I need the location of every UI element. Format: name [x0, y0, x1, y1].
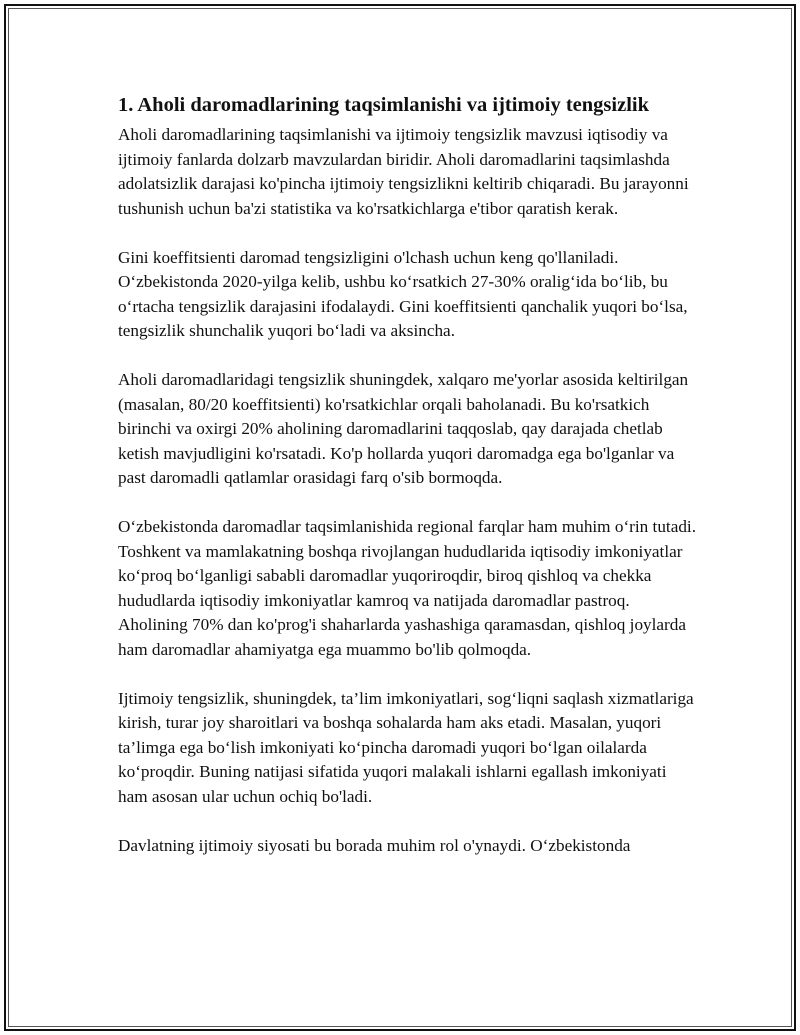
- paragraph-intro: Aholi daromadlarining taqsimlanishi va ijtimoiy tengsizlik mavzusi iqtisodiy va ijtimoiy fanlarda dolzarb mavzulardan biridir. Aholi daromadlarini taqsimlashda adolatsizlik darajasi ko'pincha ijtimoiy tengsizlikni keltirib chiqaradi. Bu jarayonni tushunish uchun ba'zi statistika va ko'rsatkichlarga e'tibor qaratish kerak.: [118, 125, 689, 218]
- paragraph-social-inequality: Ijtimoiy tengsizlik, shuningdek, ta’lim imkoniyatlari, sog‘liqni saqlash xizmatlariga kirish, turar joy sharoitlari va boshqa sohalarda ham aks etadi. Masalan, yuqori ta’limga ega bo‘lish imkoniyati ko‘pincha daromadi yuqori bo‘lgan oilalarda ko‘proqdir. Buning natijasi sifatida yuqori malakali ishlarni egallash imkoniyati ham asosan ular uchun ochiq bo'ladi.: [118, 688, 694, 806]
- section-heading: 1. Aholi daromadlarining taqsimlanishi va ijtimoiy tengsizlik: [118, 94, 649, 116]
- paragraph-state-policy: Davlatning ijtimoiy siyosati bu borada muhim rol o'ynaydi. O‘zbekistonda: [118, 835, 631, 855]
- document-body: [118, 90, 700, 883]
- paragraph-80-20: Aholi daromadlaridagi tengsizlik shuningdek, xalqaro me'yorlar asosida keltirilgan (masalan, 80/20 koeffitsienti) ko'rsatkichlar orqali baholanadi. Bu ko'rsatkich birinchi va oxirgi 20% aholining daromadlarini taqqoslab, qay darajada chetlab ketish mavjudligini ko'rsatadi. Ko'p hollarda yuqori daromadga ega bo'lganlar va past daromadli qatlamlar orasidagi farq o'sib bormoqda.: [118, 370, 689, 487]
- paragraph-gini: Gini koeffitsienti daromad tengsizligini o'lchash uchun keng qo'llaniladi. O‘zbekistonda 2020-yilga kelib, ushbu ko‘rsatkich 27-30% oralig‘ida bo‘lib, bu o‘rtacha tengsizlik darajasini ifodalaydi. Gini koeffitsienti qanchalik yuqori bo‘lsa, tengsizlik shunchalik yuqori bo‘ladi va aksincha.: [118, 247, 688, 340]
- paragraph-regional: O‘zbekistonda daromadlar taqsimlanishida regional farqlar ham muhim o‘rin tutadi. Toshkent va mamlakatning boshqa rivojlangan hududlarida iqtisodiy imkoniyatlar ko‘proq bo‘lganligi sababli daromadlar yuqoriroqdir, biroq qishloq va chekka hududlarda iqtisodiy imkoniyatlar kamroq va natijada daromadlar pastroq. Aholining 70% dan ko'prog'i shaharlarda yashashiga qaramasdan, qishloq joylarda ham daromadlar ahamiyatga ega muammo bo'lib qolmoqda.: [118, 517, 696, 659]
